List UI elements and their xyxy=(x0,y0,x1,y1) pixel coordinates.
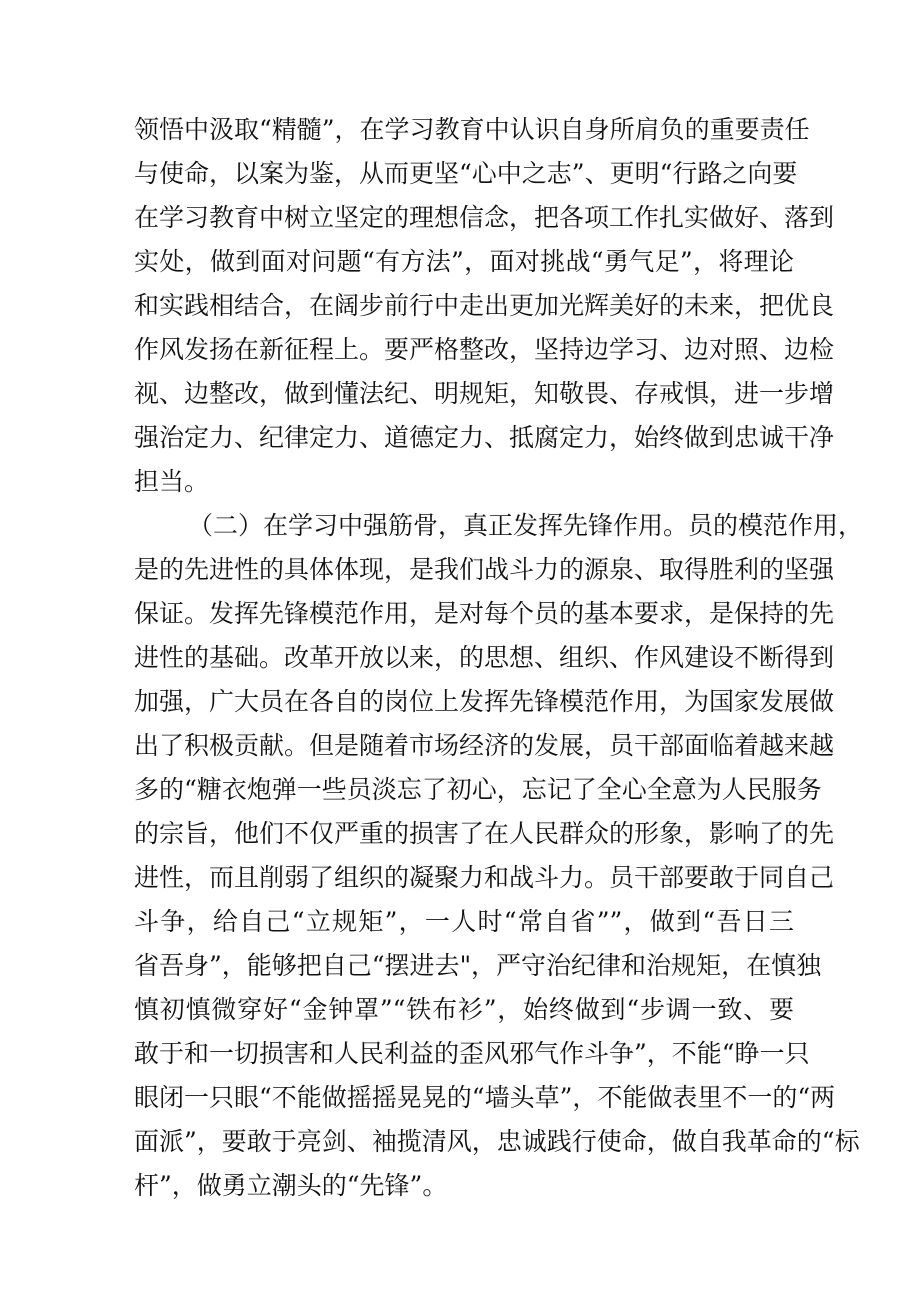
paragraph-line: 作风发扬在新征程上。要严格整改，坚持边学习、边对照、边检 xyxy=(134,335,835,364)
paragraph-line: 面派”，要敢于亮剑、袖揽清风，忠诚践行使命，做自我革命的“标 xyxy=(134,1127,860,1156)
paragraph-line: 进性，而且削弱了组织的凝聚力和战斗力。员干部要敢于同自己 xyxy=(134,863,835,892)
paragraph-line: 眼闭一只眼“不能做摇摇晃晃的“墙头草”，不能做表里不一的“两 xyxy=(134,1083,836,1112)
paragraph-line: 省吾身”，能够把自己“摆进去"，严守治纪律和治规矩，在慎独 xyxy=(134,951,822,980)
paragraph-heading-line: （二）在学习中强筋骨，真正发挥先锋作用。员的模范作用， xyxy=(188,511,864,540)
paragraph-line: 加强，广大员在各自的岗位上发挥先锋模范作用，为国家发展做 xyxy=(134,687,835,716)
paragraph-line: 视、边整改，做到懂法纪、明规矩，知敬畏、存戒惧，进一步增 xyxy=(134,379,835,408)
paragraph-line: 强治定力、纪律定力、道德定力、抵腐定力，始终做到忠诚干净 xyxy=(134,423,835,452)
paragraph-line: 实处，做到面对问题“有方法”，面对挑战“勇气足”，将理论 xyxy=(134,247,794,276)
paragraph-line: 慎初慎微穿好“金钟罩”“铁布衫”，始终做到“步调一致、要 xyxy=(134,995,794,1024)
paragraph-line: 在学习教育中树立坚定的理想信念，把各项工作扎实做好、落到 xyxy=(134,203,835,232)
paragraph-line: 敢于和一切损害和人民利益的歪风邪气作斗争”，不能“睁一只 xyxy=(134,1039,810,1068)
paragraph-line: 与使命，以案为鉴，从而更坚“心中之志”、更明“行路之向要 xyxy=(134,159,798,188)
paragraph-line: 的宗旨，他们不仅严重的损害了在人民群众的形象，影响了的先 xyxy=(134,819,835,848)
paragraph-line: 多的“糖衣炮弹一些员淡忘了初心，忘记了全心全意为人民服务 xyxy=(134,775,822,804)
paragraph-line: 担当。 xyxy=(134,467,210,496)
paragraph-line: 是的先进性的具体体现，是我们战斗力的源泉、取得胜利的坚强 xyxy=(134,555,835,584)
paragraph-line: 出了积极贡献。但是随着市场经济的发展，员干部面临着越来越 xyxy=(134,731,835,760)
paragraph-line: 保证。发挥先锋模范作用，是对每个员的基本要求，是保持的先 xyxy=(134,599,835,628)
paragraph-line: 和实践相结合，在阔步前行中走出更加光辉美好的未来，把优良 xyxy=(134,291,835,320)
paragraph-line: 杆”，做勇立潮头的“先锋”。 xyxy=(134,1171,448,1200)
paragraph-line: 斗争，给自己“立规矩”，一人时“常自省””，做到“吾日三 xyxy=(134,907,794,936)
paragraph-line: 进性的基础。改革开放以来，的思想、组织、作风建设不断得到 xyxy=(134,643,835,672)
paragraph-line: 领悟中汲取“精髓”，在学习教育中认识自身所肩负的重要责任 xyxy=(134,115,810,144)
